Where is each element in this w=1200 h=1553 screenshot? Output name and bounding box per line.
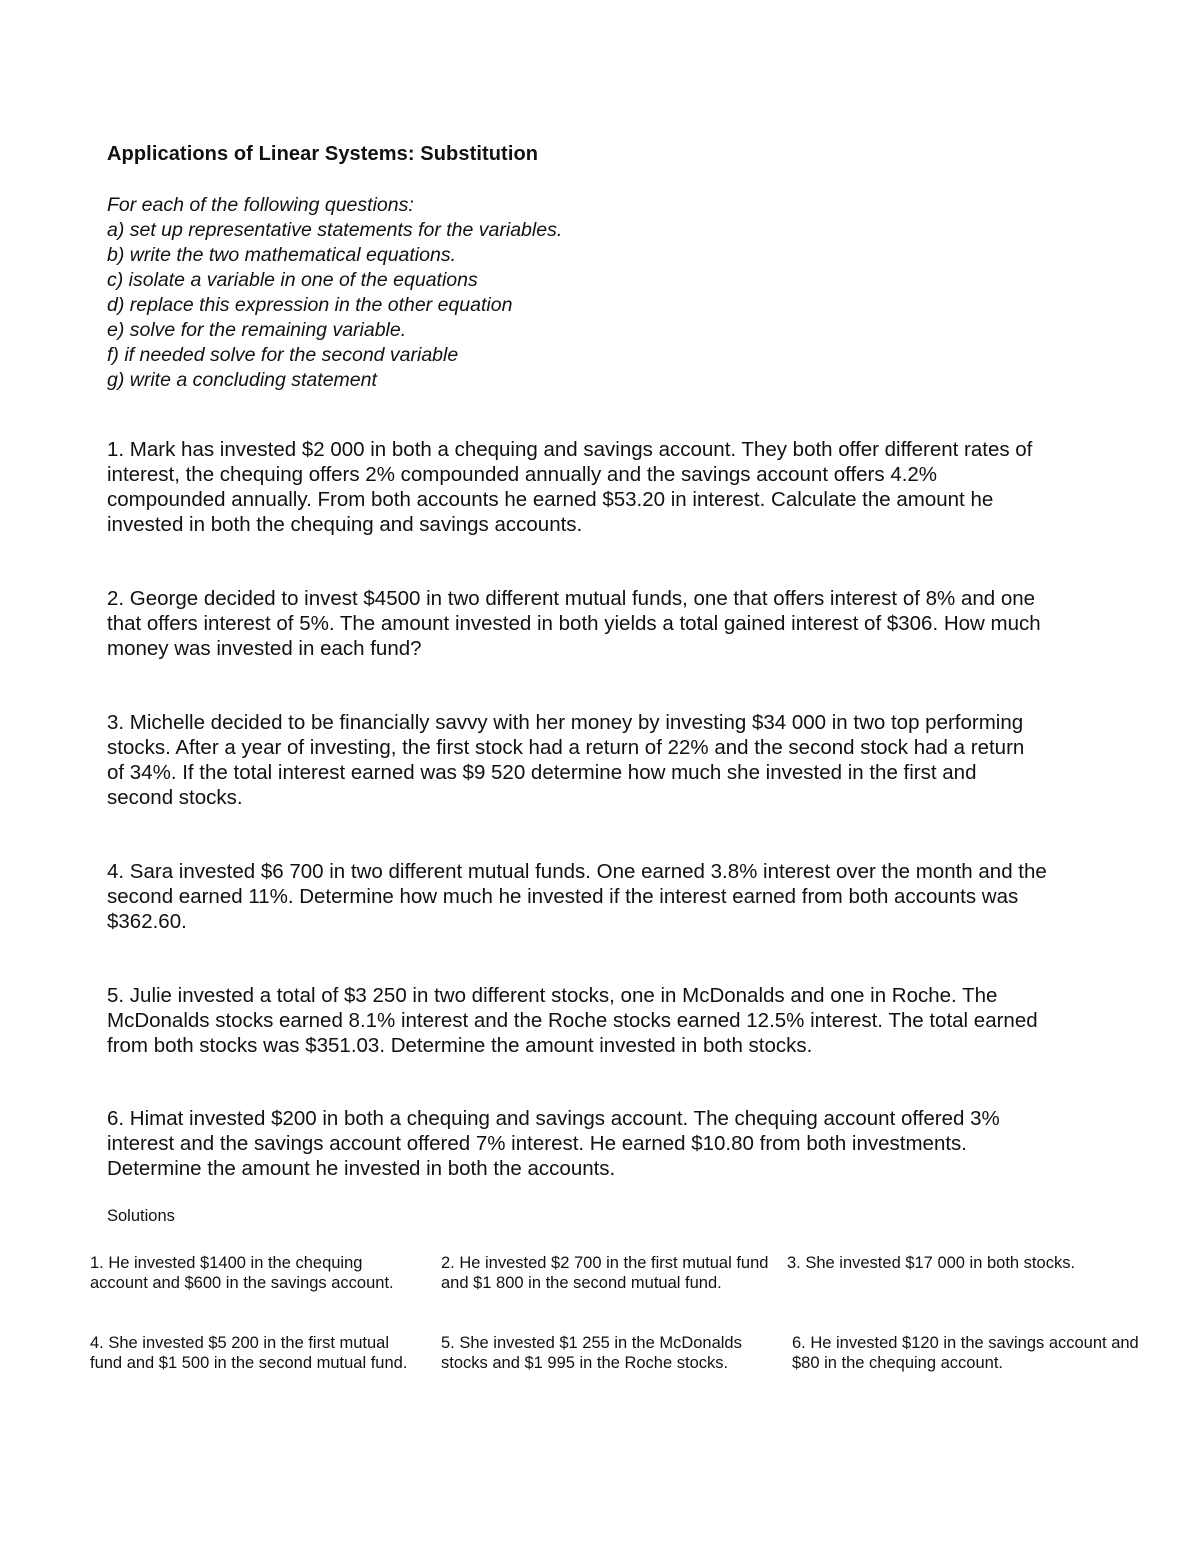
solution-2: 2. He invested $2 700 in the first mutual fund and $1 800 in the second mutual fund. [441, 1254, 769, 1292]
question-1: 1. Mark has invested $2 000 in both a chequing and savings account. They both offer different rates of interest, the chequing offers 2% compounded annually and the savings account offers 4.2% compounded annually. From both accounts he earned $53.20 in interest. Calculate the amount he invested in both the chequing and savings accounts. [107, 438, 1033, 536]
question-6: 6. Himat invested $200 in both a chequing and savings account. The chequing account offered 3% interest and the savings account offered 7% interest. He earned $10.80 from both investments. Determine the amount he invested in both the accounts. [107, 1107, 1000, 1180]
solution-5: 5. She invested $1 255 in the McDonalds stocks and $1 995 in the Roche stocks. [441, 1334, 742, 1372]
solution-6: 6. He invested $120 in the savings account and $80 in the chequing account. [792, 1334, 1139, 1372]
question-2: 2. George decided to invest $4500 in two different mutual funds, one that offers interest of 8% and one that offers interest of 5%. The amount invested in both yields a total gained interest of $306. How much money was invested in each fund? [107, 587, 1041, 660]
instructions-intro: For each of the following questions: [107, 194, 414, 216]
instruction-step-a: a) set up representative statements for the variables. [107, 219, 563, 241]
solution-1: 1. He invested $1400 in the chequing account and $600 in the savings account. [90, 1254, 394, 1292]
instruction-step-d: d) replace this expression in the other equation [107, 294, 513, 316]
question-5: 5. Julie invested a total of $3 250 in two different stocks, one in McDonalds and one in Roche. The McDonalds stocks earned 8.1% interest and the Roche stocks earned 12.5% interest. The total earned from both stocks was $351.03. Determine the amount invested in both stocks. [107, 984, 1038, 1057]
solution-3: 3. She invested $17 000 in both stocks. [787, 1254, 1076, 1272]
instructions-list [107, 193, 562, 393]
instruction-step-e: e) solve for the remaining variable. [107, 319, 407, 341]
solutions-heading: Solutions [107, 1207, 175, 1225]
instruction-step-f: f) if needed solve for the second variable [107, 344, 459, 366]
instruction-step-b: b) write the two mathematical equations. [107, 244, 457, 266]
solution-4: 4. She invested $5 200 in the first mutual fund and $1 500 in the second mutual fund. [90, 1334, 408, 1372]
question-3: 3. Michelle decided to be financially savvy with her money by investing $34 000 in two top performing stocks. After a year of investing, the first stock had a return of 22% and the second stock had a return of 34%. If the total interest earned was $9 520 determine how much she invested in the first and second stocks. [107, 711, 1025, 809]
question-4: 4. Sara invested $6 700 in two different mutual funds. One earned 3.8% interest over the month and the second earned 11%. Determine how much he invested if the interest earned from both accounts was $362.60. [107, 860, 1047, 933]
instruction-step-c: c) isolate a variable in one of the equations [107, 269, 478, 291]
instruction-step-g: g) write a concluding statement [107, 369, 377, 391]
page-title: Applications of Linear Systems: Substitution [107, 143, 539, 165]
